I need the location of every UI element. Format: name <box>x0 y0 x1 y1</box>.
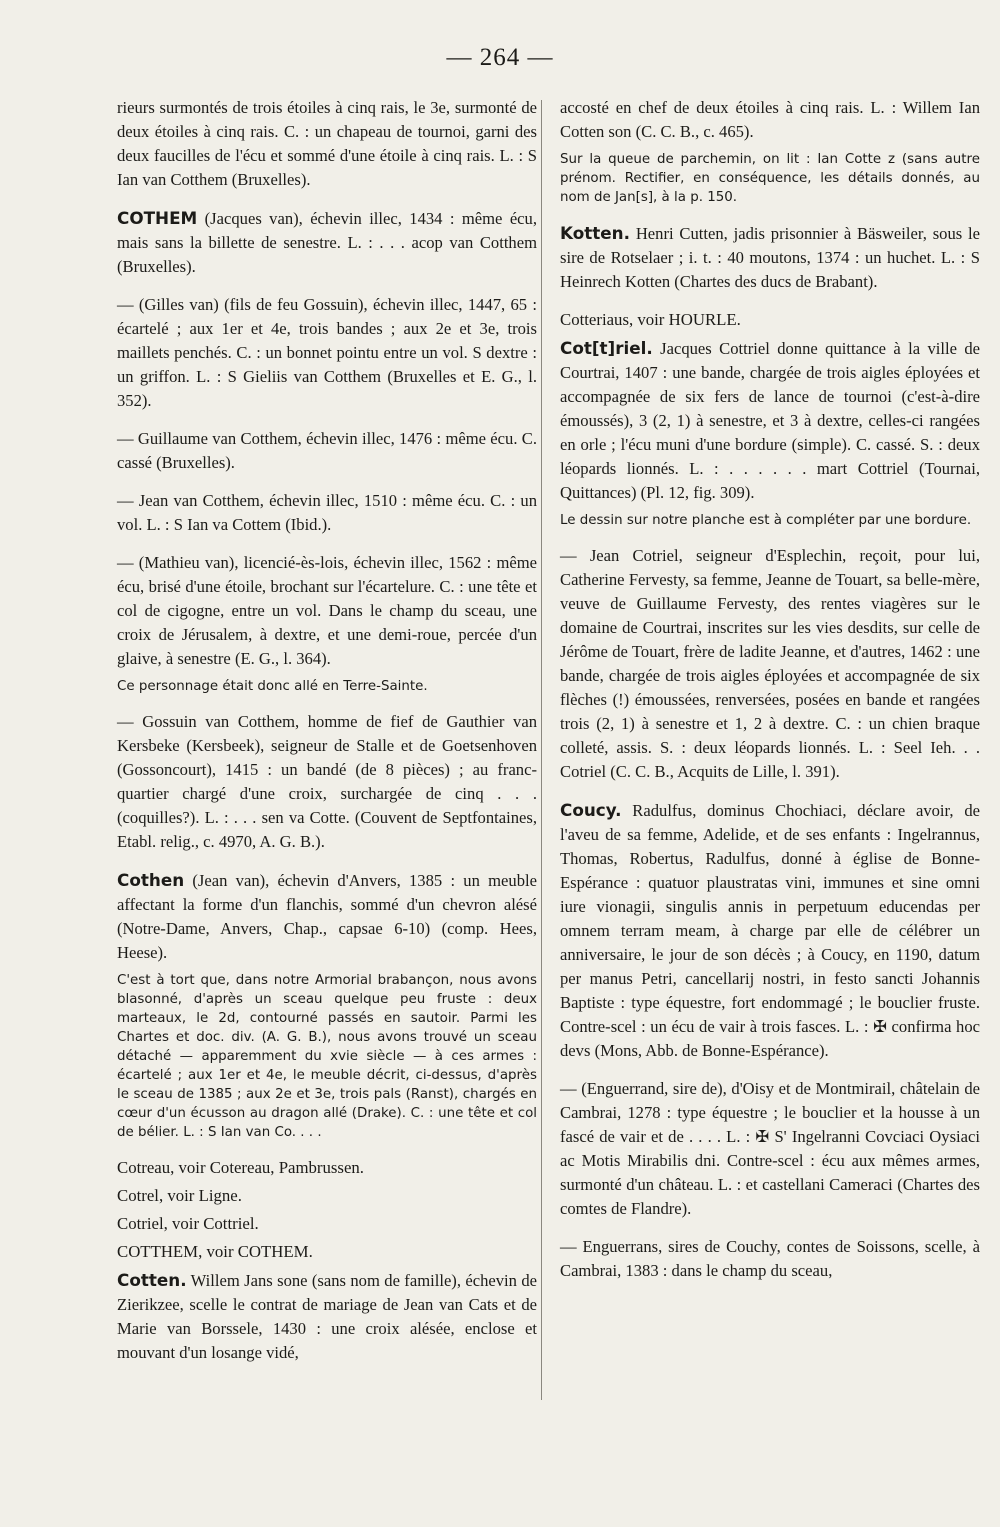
footnote: C'est à tort que, dans notre Armorial brabançon, nous avons blasonné, d'après un sceau quelque peu fruste : deux marteaux, le 2d, contourné passés en sautoir. Parmi les Chartes et doc. div. (A. G. B.), nous avons trouvé un sceau détaché — apparemment du xvie siècle — à ces armes : écartelé ; aux 1er et 4e, le meuble décrit, ci-dessus, d'après le sceau de 1385 ; aux 2e et 3e, trois pals (Ranst), chargés en cœur d'un écusson au dragon allé (Drake). C. : une tête et col de bélier. L. : S Ian van Co. . . . <box>117 973 537 1140</box>
entry-cothen <box>117 868 537 965</box>
paragraph: — Enguerrans, sires de Couchy, contes de Soissons, scelle, à Cambrai, 1383 : dans le champ du sceau, <box>560 1237 980 1280</box>
cross-reference: Cotrel, voir Ligne. <box>117 1186 242 1205</box>
entry-text: Willem Jans sone (sans nom de famille), échevin de Zierikzee, scelle le contrat de mariage de Jean van Cats et de Marie van Borssele, 1430 : une croix alésée, enclose et mouvant d'un losange vidé, <box>117 1271 537 1362</box>
cross-reference: Cotreau, voir Cotereau, Pambrussen. <box>117 1158 364 1177</box>
paragraph: — (Enguerrand, sire de), d'Oisy et de Montmirail, châtelain de Cambrai, 1278 : type équestre ; le bouclier et la housse à un fascé de vair et de . . . . L. : ✠ S' Ingelranni Covciaci Oysiaci ac Motis Mirabilis dni. Contre-scel : écu aux mêmes armes, surmonté d'un château. L. : et castellani Cameraci (Chartes des comtes de Flandre). <box>560 1079 980 1218</box>
entry-heading: Cotten. <box>117 1270 187 1290</box>
entry-coucy <box>560 798 980 1063</box>
entry-text: (Jean van), échevin d'Anvers, 1385 : un meuble affectant la forme d'un flanchis, sommé d'un chevron alésé (Notre-Dame, Anvers, Chap., capsae 6-10) (comp. Hees, Heese). <box>117 871 537 962</box>
left-column <box>117 96 537 1379</box>
right-column <box>560 96 980 1297</box>
footnote: Le dessin sur notre planche est à compléter par une bordure. <box>560 513 972 528</box>
entry-heading: Coucy. <box>560 800 622 820</box>
paragraph: — Jean Cotriel, seigneur d'Esplechin, reçoit, pour lui, Catherine Fervesty, sa femme, Jeanne de Touart, sa belle-mère, veuve de Guillaume Fervesty, des rentes viagères sur le domaine de Courtrai, inscrites sur les vies desdits, sur celle de Jérôme de Touart, frère de ladite Jeanne, et d'autres, 1462 : une bande, chargée de trois aigles éployées et accompagnée de six flèches (!) émoussées, renversées, posées en bande et rangées trois (2, 1) à senestre et 1, 2 à dextre. C. : un chien braque colleté, assis. S. : deux léopards lionnés. L. : Seel Ieh. . . Cotriel (C. C. B., Acquits de Lille, l. 391). <box>560 546 980 781</box>
paragraph: — (Gilles van) (fils de feu Gossuin), échevin illec, 1447, 65 : écartelé ; aux 1er et 4e, trois bandes ; aux 2e et 3e, trois maillets penchés. C. : un bonnet pointu entre un vol. S dextre : un griffon. L. : S Gieliis van Cotthem (Bruxelles et E. G., l. 352). <box>117 295 537 410</box>
paragraph: rieurs surmontés de trois étoiles à cinq rais, le 3e, surmonté de deux étoiles à cinq rais. C. : un chapeau de tournoi, garni des deux faucilles de l'écu et sommé d'une étoile à cinq rais. L. : S Ian van Cotthem (Bruxelles). <box>117 98 537 189</box>
paragraph: — Jean van Cotthem, échevin illec, 1510 : même écu. C. : un vol. L. : S Ian va Cottem (Ibid.). <box>117 491 537 534</box>
entry-kotten <box>560 221 980 294</box>
paragraph: — Guillaume van Cotthem, échevin illec, 1476 : même écu. C. cassé (Bruxelles). <box>117 429 537 472</box>
entry-heading: Cot[t]riel. <box>560 338 653 358</box>
paragraph: — Gossuin van Cotthem, homme de fief de Gauthier van Kersbeke (Kersbeek), seigneur de Stalle et de Goetsenhoven (Gossoncourt), 1415 : un bandé (de 8 pièces) ; au franc-quartier chargé d'une croix, surchargée de cinq . . . (coquilles?). L. : . . . sen va Cotte. (Couvent de Septfontaines, Etabl. relig., c. 4970, A. G. B.). <box>117 712 537 851</box>
entry-text: Radulfus, dominus Chochiaci, déclare avoir, de l'aveu de sa femme, Adelide, et de ses enfants : Ingelrannus, Thomas, Robertus, Radulfus, donné à église de Bonne-Espérance : quatuor plaustratas vini, immunes et sine omni iure vionagii, singulis annis in perpetuum educendas per omnem terram meam, à charge par elle de célébrer un anniversaire, le jour de son décès ; à Coucy, en 1190, datum per manus Petri, cancellarij nostri, in festo sancti Johannis Baptiste : type équestre, fort endommagé ; le bouclier fruste. Contre-scel : un écu de vair à trois fasces. L. : ✠ confirma hoc devs (Mons, Abb. de Bonne-Espérance). <box>560 801 980 1060</box>
entry-text: Henri Cutten, jadis prisonnier à Bäsweiler, sous le sire de Rotselaer ; i. t. : 40 moutons, 1374 : un huchet. L. : S Heinrech Kotten (Chartes des ducs de Brabant). <box>560 224 980 291</box>
entry-heading: Cothen <box>117 870 185 890</box>
cross-reference: Cotriel, voir Cottriel. <box>117 1214 259 1233</box>
column-divider <box>541 100 542 1400</box>
paragraph: — (Mathieu van), licencié-ès-lois, échevin illec, 1562 : même écu, brisé d'une étoile, brochant sur l'écartelure. C. : une tête et col de cigogne, entre un vol. Dans le champ du sceau, une croix de Jérusalem, à dextre, et une demi-roue, percée d'un glaive, à senestre (E. G., l. 364). <box>117 553 537 668</box>
entry-text: (Jacques van), échevin illec, 1434 : même écu, mais sans la billette de senestre. L. : . . . acop van Cotthem (Bruxelles). <box>117 209 537 276</box>
entry-cotten <box>117 1268 537 1365</box>
cross-reference: COTTHEM, voir COTHEM. <box>117 1242 313 1261</box>
page-number: — 264 — <box>446 44 554 71</box>
entry-heading: COTHEM <box>117 208 198 228</box>
entry-cottriel <box>560 336 980 505</box>
footnote: Sur la queue de parchemin, on lit : Ian Cotte z (sans autre prénom. Rectifier, en conséquence, les détails donnés, au nom de Jan[s], à la p. 150. <box>560 152 980 205</box>
cross-reference: Cotteriaus, voir HOURLE. <box>560 310 741 329</box>
entry-heading: Kotten. <box>560 223 630 243</box>
paragraph: accosté en chef de deux étoiles à cinq rais. L. : Willem Ian Cotten son (C. C. B., c. 465). <box>560 98 980 141</box>
footnote: Ce personnage était donc allé en Terre-Sainte. <box>117 679 428 694</box>
entry-text: Jacques Cottriel donne quittance à la ville de Courtrai, 1407 : une bande, chargée de trois aigles éployées et accompagnée de six fers de lance de tournoi (c'est-à-dire émoussés), 3 (2, 1) à senestre, et 3 à dextre, celles-ci rangées en orle ; l'écu muni d'une bordure (simple). C. cassé. S. : deux léopards lionnés. L. : . . . . . . mart Cottriel (Tournai, Quittances) (Pl. 12, fig. 309). <box>560 339 980 502</box>
entry-cothem <box>117 206 537 279</box>
